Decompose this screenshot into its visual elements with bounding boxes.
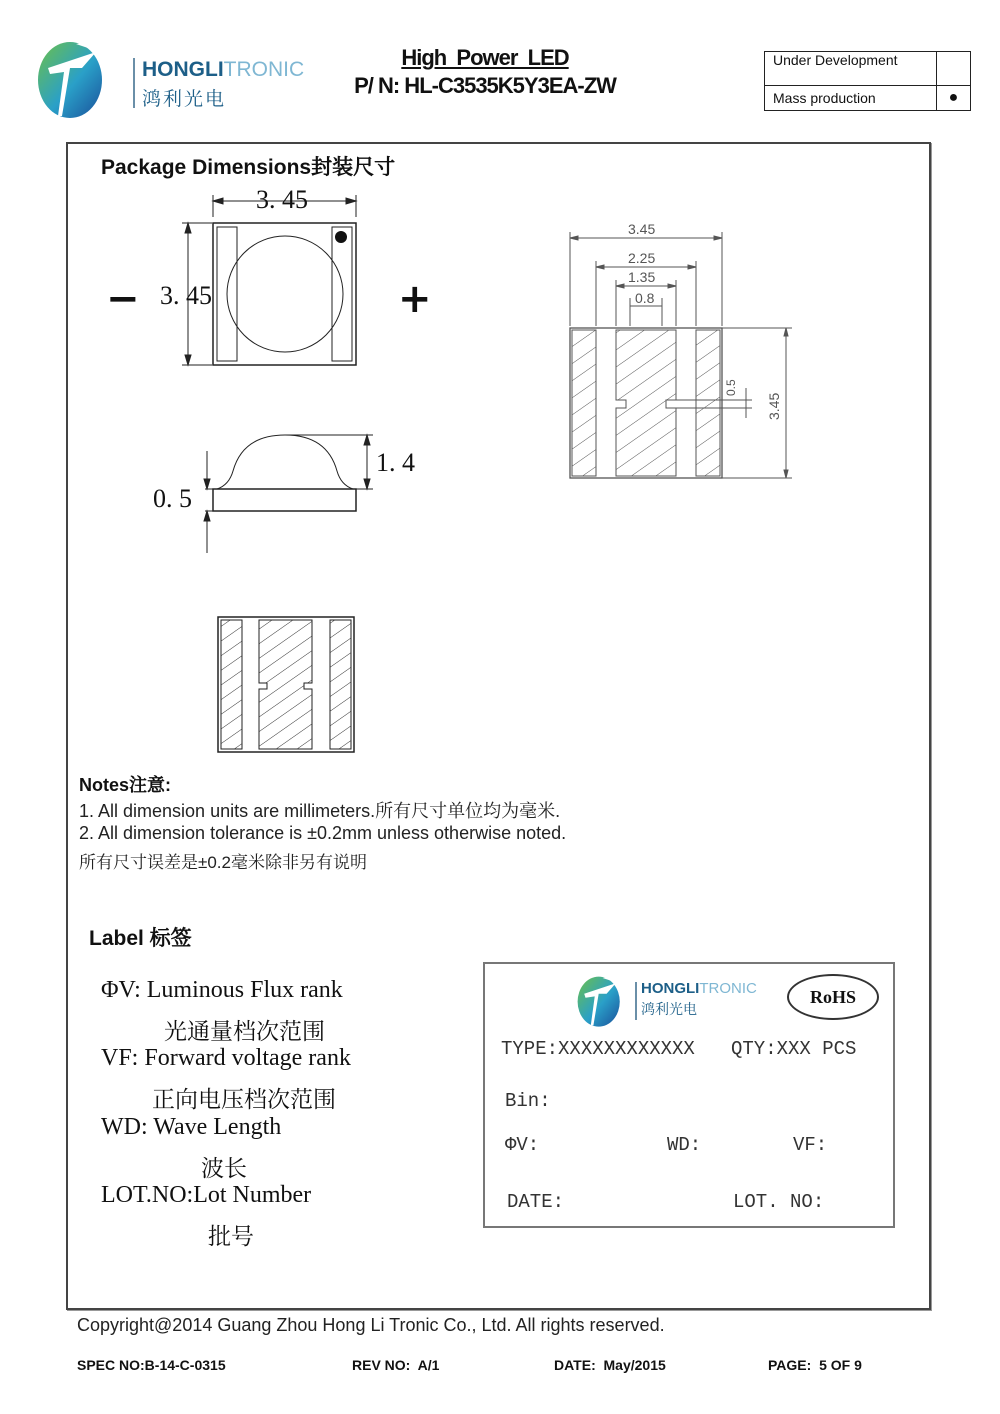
dome-height-label: 1. 4 — [376, 448, 415, 477]
title-line2: P/ N: HL-C3535K5Y3EA-ZW — [354, 73, 616, 98]
page-number: PAGE: 5 OF 9 — [768, 1357, 862, 1373]
label-item-phiv-cn: 光通量档次范围 — [164, 1019, 325, 1045]
revision-number: REV NO: A/1 — [352, 1357, 440, 1373]
side-view-drawing — [195, 425, 385, 560]
base-height-label: 0. 5 — [153, 484, 192, 513]
brand-name-part2: TRONIC — [223, 58, 305, 81]
logo-swoosh-icon — [36, 38, 108, 120]
card-type: TYPE:XXXXXXXXXXXX — [501, 1038, 695, 1060]
pad-inner1-label: 2.25 — [628, 250, 656, 266]
top-width-label: 3. 45 — [256, 185, 308, 214]
plus-sign: + — [398, 276, 432, 322]
card-phiv: ΦV: — [505, 1134, 540, 1156]
label-card — [483, 962, 895, 1228]
card-brand-name — [641, 980, 757, 997]
card-logo-divider — [635, 982, 637, 1020]
bottom-pad-drawing — [216, 615, 358, 755]
label-item-phiv: ΦV: Luminous Flux rank — [101, 977, 343, 1003]
pad-inner3-label: 0.8 — [635, 290, 655, 306]
rohs-text: RoHS — [809, 986, 856, 1007]
status-label: Mass production — [765, 86, 937, 111]
card-wd: WD: — [667, 1134, 702, 1156]
status-row-development — [765, 52, 971, 86]
card-brand-cn: 鸿利光电 — [641, 1002, 697, 1018]
top-height-label: 3. 45 — [160, 281, 212, 310]
card-brand-part2: TRONIC — [699, 980, 757, 997]
label-item-wd-cn: 波长 — [201, 1156, 247, 1182]
card-bin: Bin: — [505, 1090, 551, 1112]
card-vf: VF: — [793, 1134, 828, 1156]
pad-height-label: 3.45 — [766, 392, 782, 420]
label-item-vf-cn: 正向电压档次范围 — [152, 1087, 336, 1113]
label-item-lot: LOT.NO:Lot Number — [101, 1182, 312, 1208]
note-line-2: 2. All dimension tolerance is ±0.2mm unless otherwise noted. — [79, 823, 567, 843]
note-line-3: 所有尺寸误差是±0.2毫米除非另有说明 — [79, 853, 367, 872]
copyright-text: Copyright@2014 Guang Zhou Hong Li Tronic Co., Ltd. All rights reserved. — [77, 1315, 665, 1335]
minus-sign: − — [106, 276, 140, 322]
company-logo — [36, 38, 306, 124]
card-lot: LOT. NO: — [733, 1191, 825, 1213]
document-title — [330, 45, 640, 99]
footer-date: DATE: May/2015 — [554, 1357, 666, 1373]
rohs-badge — [787, 974, 879, 1020]
package-title: Package Dimensions封装尺寸 — [101, 156, 396, 179]
title-line1: High Power LED — [401, 45, 569, 70]
status-table — [764, 51, 971, 111]
card-logo-icon — [575, 974, 625, 1028]
note-line-1: 1. All dimension units are millimeters.所有尺寸单位均为毫米. — [79, 801, 561, 821]
pad-total-label: 3.45 — [628, 221, 656, 237]
label-item-vf: VF: Forward voltage rank — [101, 1045, 351, 1071]
card-brand-part1: HONGLI — [641, 980, 700, 997]
pad-gap-label: 0.5 — [724, 379, 738, 396]
status-mark: ● — [937, 86, 971, 111]
brand-name-cn: 鸿利光电 — [142, 88, 227, 110]
card-date: DATE: — [507, 1191, 565, 1213]
logo-brand-name — [142, 58, 304, 82]
label-item-wd: WD: Wave Length — [101, 1114, 282, 1140]
brand-name-part1: HONGLI — [142, 58, 224, 81]
status-row-mass-production — [765, 86, 971, 111]
status-label: Under Development — [765, 52, 937, 86]
pad-inner2-label: 1.35 — [628, 269, 656, 285]
logo-divider — [133, 58, 135, 108]
card-qty: QTY:XXX PCS — [731, 1038, 857, 1060]
notes-title: Notes注意: — [79, 775, 172, 795]
label-item-lot-cn: 批号 — [208, 1224, 254, 1250]
pad-layout-drawing — [560, 218, 800, 486]
label-title: Label 标签 — [89, 927, 192, 950]
spec-number: SPEC NO:B-14-C-0315 — [77, 1357, 226, 1373]
status-mark — [937, 52, 971, 86]
